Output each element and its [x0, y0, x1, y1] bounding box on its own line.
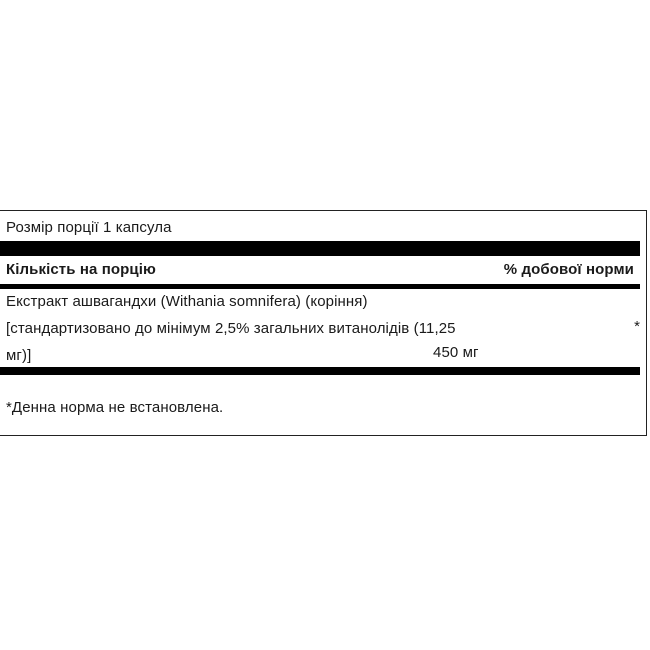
ingredient-name-line3: мг)] [6, 347, 32, 364]
daily-value-header: % добової норми [503, 261, 634, 278]
daily-value-marker: * [634, 318, 640, 335]
divider-under-header [0, 284, 640, 289]
ingredient-name-line2: [стандартизовано до мінімум 2,5% загальних витанолідів (11,25 [6, 320, 456, 337]
thick-divider-top [0, 241, 640, 256]
thick-divider-bottom [0, 367, 640, 375]
amount-per-serving-header: Кількість на порцію [6, 261, 156, 278]
ingredient-name-line1: Екстракт ашвагандхи (Withania somnifera) (коріння) [6, 293, 368, 310]
footnote: *Денна норма не встановлена. [6, 399, 224, 416]
supplement-facts-panel [0, 210, 647, 436]
serving-size: Розмір порції 1 капсула [6, 219, 172, 236]
ingredient-amount: 450 мг [433, 344, 479, 361]
